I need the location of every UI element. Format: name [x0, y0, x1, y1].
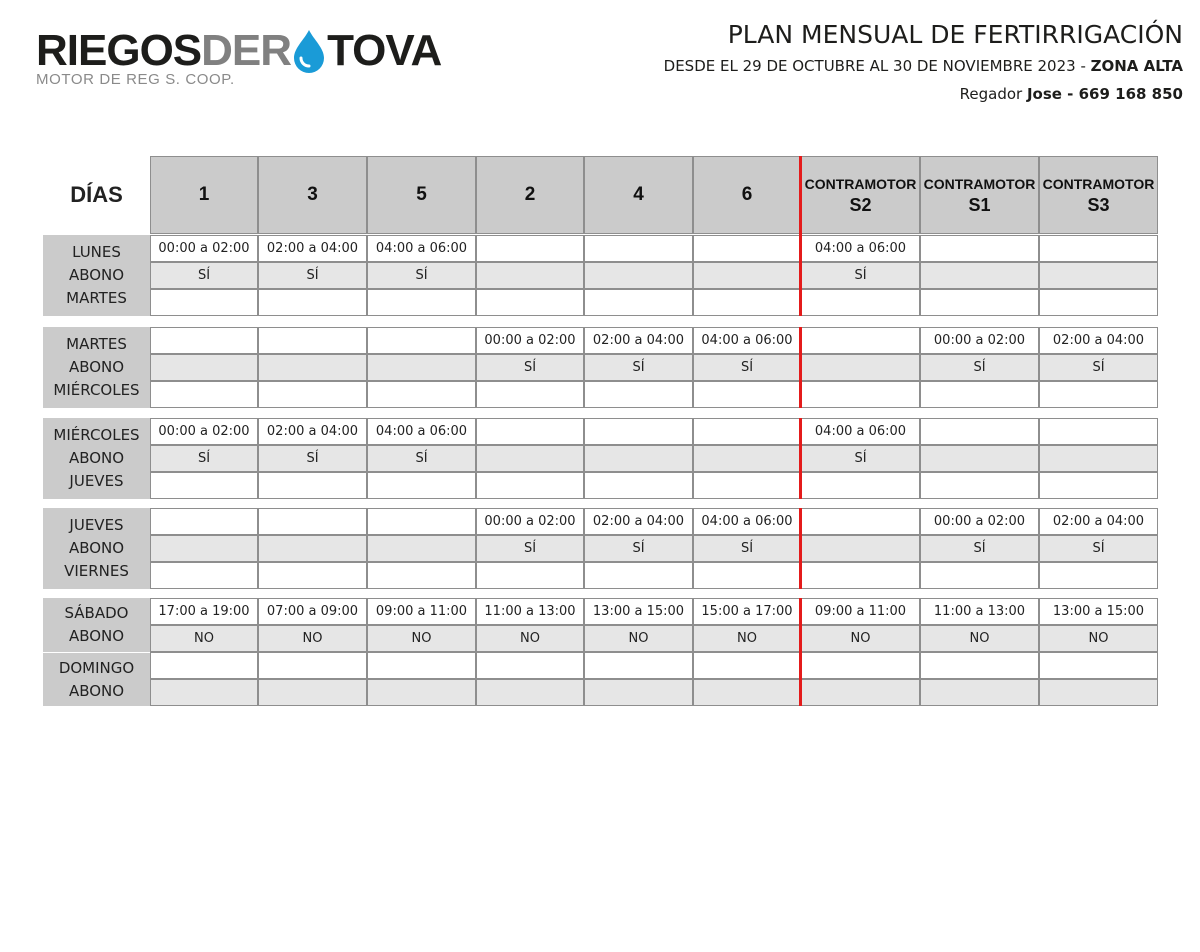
column-header-top: CONTRAMOTOR	[923, 175, 1036, 192]
empty-cell	[476, 418, 584, 445]
logo-subtitle: MOTOR DE REG S. COOP.	[36, 71, 235, 88]
column-header-top: CONTRAMOTOR	[1042, 175, 1155, 192]
empty-cell	[584, 289, 693, 316]
schedule-cell: SÍ	[1039, 354, 1158, 381]
schedule-cell: 04:00 a 06:00	[367, 418, 476, 445]
schedule-cell: SÍ	[367, 262, 476, 289]
schedule-cell: 00:00 a 02:00	[920, 508, 1039, 535]
schedule-cell: 00:00 a 02:00	[476, 508, 584, 535]
empty-cell	[920, 418, 1039, 445]
schedule-cell: 02:00 a 04:00	[584, 508, 693, 535]
empty-cell	[150, 327, 258, 354]
days-header: DÍAS	[43, 156, 150, 234]
empty-cell	[367, 381, 476, 408]
schedule-cell: 13:00 a 15:00	[584, 598, 693, 625]
schedule-cell: 02:00 a 04:00	[1039, 508, 1158, 535]
day-label	[43, 235, 150, 316]
schedule-cell: 09:00 a 11:00	[367, 598, 476, 625]
empty-cell	[1039, 418, 1158, 445]
empty-cell	[367, 289, 476, 316]
empty-cell	[150, 562, 258, 589]
empty-cell	[150, 289, 258, 316]
schedule-cell: SÍ	[476, 535, 584, 562]
day-label-line: JUEVES	[69, 472, 124, 490]
empty-cell	[1039, 381, 1158, 408]
empty-cell	[367, 652, 476, 679]
irrigator-line	[664, 80, 1183, 108]
empty-cell	[584, 381, 693, 408]
empty-cell	[801, 535, 920, 562]
column-header	[920, 156, 1039, 234]
empty-cell	[693, 679, 801, 706]
empty-cell	[801, 354, 920, 381]
empty-cell	[1039, 235, 1158, 262]
contramotor-divider	[799, 327, 802, 408]
empty-cell	[150, 652, 258, 679]
day-label-line: LUNES	[72, 243, 121, 261]
schedule-cell: NO	[920, 625, 1039, 652]
empty-cell	[150, 535, 258, 562]
empty-cell	[258, 327, 367, 354]
schedule-cell: 04:00 a 06:00	[367, 235, 476, 262]
period-text: DESDE EL 29 DE OCTUBRE AL 30 DE NOVIEMBRE 2023 -	[663, 57, 1091, 75]
schedule-cell: SÍ	[476, 354, 584, 381]
empty-cell	[258, 652, 367, 679]
schedule-cell: NO	[693, 625, 801, 652]
empty-cell	[367, 535, 476, 562]
empty-cell	[1039, 289, 1158, 316]
empty-cell	[367, 562, 476, 589]
empty-cell	[584, 235, 693, 262]
logo-text-der: DER	[201, 26, 292, 75]
schedule-cell: SÍ	[150, 262, 258, 289]
empty-cell	[801, 381, 920, 408]
contramotor-divider	[799, 235, 802, 316]
empty-cell	[693, 445, 801, 472]
schedule-cell: SÍ	[258, 262, 367, 289]
column-header	[801, 156, 920, 234]
empty-cell	[693, 418, 801, 445]
schedule-cell: NO	[367, 625, 476, 652]
empty-cell	[584, 418, 693, 445]
empty-cell	[367, 327, 476, 354]
empty-cell	[584, 472, 693, 499]
empty-cell	[150, 679, 258, 706]
column-header-label: S1	[968, 194, 991, 215]
schedule-cell: SÍ	[801, 262, 920, 289]
empty-cell	[476, 472, 584, 499]
empty-cell	[801, 289, 920, 316]
schedule-cell: 00:00 a 02:00	[476, 327, 584, 354]
company-logo	[36, 28, 441, 88]
empty-cell	[476, 381, 584, 408]
empty-cell	[258, 472, 367, 499]
empty-cell	[150, 381, 258, 408]
logo-wordmark	[36, 28, 441, 74]
column-header-label: S3	[1087, 194, 1110, 215]
empty-cell	[920, 562, 1039, 589]
logo-text-tova: TOVA	[327, 26, 442, 75]
empty-cell	[258, 562, 367, 589]
empty-cell	[801, 562, 920, 589]
contramotor-divider	[799, 508, 802, 589]
empty-cell	[258, 535, 367, 562]
schedule-cell: SÍ	[801, 445, 920, 472]
empty-cell	[584, 679, 693, 706]
irrigator-contact: Jose - 669 168 850	[1026, 85, 1183, 103]
empty-cell	[920, 445, 1039, 472]
empty-cell	[584, 652, 693, 679]
period-line	[664, 52, 1183, 80]
empty-cell	[801, 652, 920, 679]
schedule-cell: 13:00 a 15:00	[1039, 598, 1158, 625]
empty-cell	[476, 235, 584, 262]
schedule-cell: 04:00 a 06:00	[801, 418, 920, 445]
empty-cell	[150, 354, 258, 381]
empty-cell	[367, 679, 476, 706]
logo-text-riegos: RIEGOS	[36, 26, 202, 75]
day-label	[43, 653, 150, 706]
irrigator-label: Regador	[959, 85, 1027, 103]
empty-cell	[476, 445, 584, 472]
day-label-line: VIERNES	[64, 562, 129, 580]
empty-cell	[258, 354, 367, 381]
empty-cell	[801, 679, 920, 706]
schedule-cell: SÍ	[693, 354, 801, 381]
schedule-cell: 11:00 a 13:00	[476, 598, 584, 625]
empty-cell	[1039, 679, 1158, 706]
empty-cell	[150, 508, 258, 535]
day-label-line: ABONO	[68, 449, 125, 467]
day-label-line: ABONO	[68, 539, 125, 557]
schedule-cell: 02:00 a 04:00	[258, 418, 367, 445]
empty-cell	[584, 562, 693, 589]
empty-cell	[693, 289, 801, 316]
empty-cell	[367, 354, 476, 381]
schedule-cell: NO	[1039, 625, 1158, 652]
schedule-cell: 00:00 a 02:00	[920, 327, 1039, 354]
day-label	[43, 418, 150, 499]
schedule-cell: SÍ	[920, 535, 1039, 562]
schedule-cell: SÍ	[584, 535, 693, 562]
day-label-line: ABONO	[68, 681, 125, 700]
column-header: 4	[584, 156, 693, 234]
empty-cell	[1039, 562, 1158, 589]
contramotor-divider	[799, 598, 802, 706]
column-header: 3	[258, 156, 367, 234]
day-label	[43, 327, 150, 408]
empty-cell	[258, 289, 367, 316]
empty-cell	[258, 679, 367, 706]
empty-cell	[801, 327, 920, 354]
empty-cell	[693, 652, 801, 679]
column-header	[1039, 156, 1158, 234]
day-label-line: DOMINGO	[58, 658, 135, 677]
empty-cell	[258, 381, 367, 408]
day-label	[43, 508, 150, 589]
document-title: PLAN MENSUAL DE FERTIRRIGACIÓN	[727, 20, 1183, 49]
schedule-cell: 09:00 a 11:00	[801, 598, 920, 625]
schedule-cell: 00:00 a 02:00	[150, 235, 258, 262]
empty-cell	[367, 472, 476, 499]
day-label	[43, 598, 150, 652]
water-drop-icon	[292, 28, 326, 74]
day-label-line: ABONO	[68, 266, 125, 284]
empty-cell	[801, 472, 920, 499]
empty-cell	[367, 508, 476, 535]
schedule-cell: 00:00 a 02:00	[150, 418, 258, 445]
schedule-cell: 17:00 a 19:00	[150, 598, 258, 625]
empty-cell	[920, 652, 1039, 679]
empty-cell	[920, 289, 1039, 316]
empty-cell	[1039, 262, 1158, 289]
empty-cell	[476, 679, 584, 706]
empty-cell	[258, 508, 367, 535]
schedule-cell: SÍ	[1039, 535, 1158, 562]
schedule-cell: SÍ	[367, 445, 476, 472]
empty-cell	[920, 381, 1039, 408]
empty-cell	[693, 235, 801, 262]
schedule-cell: 04:00 a 06:00	[693, 508, 801, 535]
empty-cell	[693, 262, 801, 289]
column-header: 6	[693, 156, 801, 234]
schedule-cell: SÍ	[920, 354, 1039, 381]
schedule-cell: SÍ	[258, 445, 367, 472]
empty-cell	[920, 262, 1039, 289]
schedule-cell: 02:00 a 04:00	[258, 235, 367, 262]
column-header: 5	[367, 156, 476, 234]
day-label-line: MARTES	[66, 335, 127, 353]
schedule-cell: SÍ	[693, 535, 801, 562]
empty-cell	[150, 472, 258, 499]
schedule-cell: 04:00 a 06:00	[693, 327, 801, 354]
day-label-line: ABONO	[68, 627, 125, 645]
document-header	[664, 18, 1183, 108]
empty-cell	[584, 445, 693, 472]
empty-cell	[476, 652, 584, 679]
column-header-label: S2	[849, 194, 872, 215]
empty-cell	[476, 289, 584, 316]
column-header: 2	[476, 156, 584, 234]
schedule-cell: 04:00 a 06:00	[801, 235, 920, 262]
day-label-line: JUEVES	[69, 516, 124, 534]
empty-cell	[920, 472, 1039, 499]
schedule-cell: 11:00 a 13:00	[920, 598, 1039, 625]
day-label-line: MIÉRCOLES	[53, 381, 140, 399]
day-label-line: SÁBADO	[64, 604, 129, 622]
empty-cell	[801, 508, 920, 535]
schedule-cell: 15:00 a 17:00	[693, 598, 801, 625]
empty-cell	[693, 472, 801, 499]
day-label-line: MIÉRCOLES	[53, 426, 140, 444]
empty-cell	[920, 235, 1039, 262]
empty-cell	[476, 262, 584, 289]
schedule-cell: NO	[801, 625, 920, 652]
schedule-cell: NO	[584, 625, 693, 652]
schedule-cell: NO	[476, 625, 584, 652]
empty-cell	[1039, 472, 1158, 499]
day-label-line: MARTES	[66, 289, 127, 307]
contramotor-divider	[799, 418, 802, 499]
empty-cell	[693, 381, 801, 408]
empty-cell	[1039, 652, 1158, 679]
column-header: 1	[150, 156, 258, 234]
schedule-cell: NO	[150, 625, 258, 652]
schedule-cell: 02:00 a 04:00	[1039, 327, 1158, 354]
column-header-top: CONTRAMOTOR	[804, 175, 917, 192]
empty-cell	[693, 562, 801, 589]
schedule-cell: 07:00 a 09:00	[258, 598, 367, 625]
schedule-cell: SÍ	[150, 445, 258, 472]
day-label-line: ABONO	[68, 358, 125, 376]
empty-cell	[476, 562, 584, 589]
schedule-cell: 02:00 a 04:00	[584, 327, 693, 354]
zone-text: ZONA ALTA	[1090, 57, 1183, 75]
empty-cell	[920, 679, 1039, 706]
empty-cell	[584, 262, 693, 289]
schedule-cell: NO	[258, 625, 367, 652]
schedule-cell: SÍ	[584, 354, 693, 381]
empty-cell	[1039, 445, 1158, 472]
